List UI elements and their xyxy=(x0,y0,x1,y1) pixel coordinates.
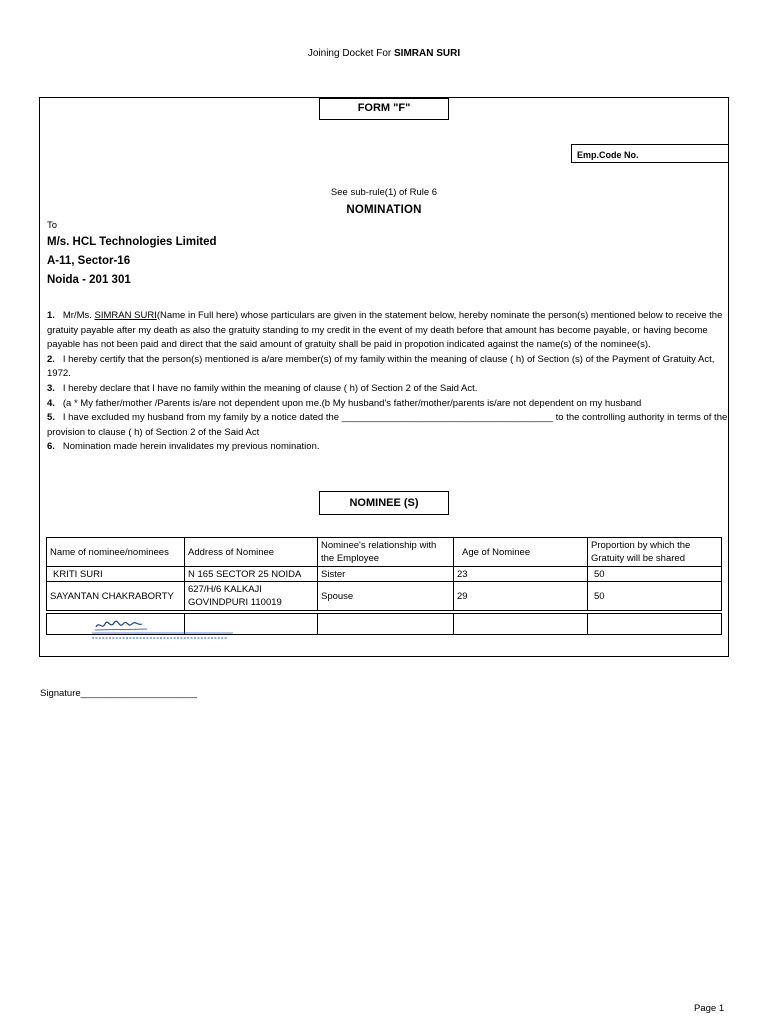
nominee-address: N 165 SECTOR 25 NOIDA xyxy=(185,567,318,582)
empty-cell[interactable] xyxy=(318,614,454,635)
empty-cell[interactable] xyxy=(588,614,722,635)
clause-6 xyxy=(47,440,730,455)
clause-1 xyxy=(47,309,730,353)
table-row xyxy=(47,567,722,582)
nominee-relationship: Spouse xyxy=(318,582,454,611)
header-proportion: Proportion by which the Gratuity will be shared xyxy=(588,538,722,567)
address-line-street: A-11, Sector-16 xyxy=(47,255,131,267)
form-title: FORM "F" xyxy=(319,98,449,120)
employee-name: SIMRAN SURI xyxy=(394,48,461,59)
clause-number: 4. xyxy=(47,397,55,409)
table-row xyxy=(47,582,722,611)
clause-text: I have excluded my husband from my family by a notice dated the ________________________________________ to the controlling authority in terms of the provision to clause ( h) of Section 2 of the Said Act xyxy=(47,412,728,438)
address-line-company: M/s. HCL Technologies Limited xyxy=(47,236,217,248)
docket-title xyxy=(0,48,768,59)
clause-text: I hereby certify that the person(s) mentioned is a/are member(s) of my family within the meaning of clause ( h) of Section (s) of the Payment of Gratuity Act, 1972. xyxy=(47,353,715,380)
clause-number: 5. xyxy=(47,412,55,424)
clause-text: (a * My father/mother /Parents is/are not dependent upon me.(b My husband's father/mother/parents is/are not dependent on my husband xyxy=(62,397,642,409)
docket-prefix: Joining Docket For xyxy=(307,48,395,59)
clause-2 xyxy=(47,353,730,382)
clause-text: Mr/Ms. xyxy=(62,310,95,321)
nominee-proportion: 50 xyxy=(588,582,722,611)
table-header-row xyxy=(47,538,722,567)
clause-5 xyxy=(47,411,730,440)
empty-cell[interactable] xyxy=(454,614,588,635)
digital-signature-mark xyxy=(90,617,235,641)
header-address: Address of Nominee xyxy=(185,538,318,567)
clause-text: I hereby declare that I have no family within the meaning of clause ( h) of Section 2 of the Said Act. xyxy=(62,382,478,394)
nominee-name: SAYANTAN CHAKRABORTY xyxy=(47,582,185,611)
sub-rule-text: See sub-rule(1) of Rule 6 xyxy=(330,187,438,198)
nominee-relationship: Sister xyxy=(318,567,454,582)
declaration-clauses xyxy=(47,309,730,455)
clause-number: 1. xyxy=(47,310,55,321)
nominee-name: KRITI SURI xyxy=(47,567,185,582)
header-relationship: Nominee's relationship with the Employee xyxy=(318,538,454,567)
to-label: To xyxy=(47,220,58,231)
clause-number: 3. xyxy=(47,382,55,394)
signature-line[interactable]: Signature______________________ xyxy=(40,688,197,699)
nominator-name: SIMRAN SURI xyxy=(94,310,157,321)
clause-number: 6. xyxy=(47,441,55,453)
page-number: Page 1 xyxy=(694,1003,725,1014)
header-name: Name of nominee/nominees xyxy=(47,538,185,567)
nominee-section-title: NOMINEE (S) xyxy=(319,491,449,515)
address-line-city: Noida - 201 301 xyxy=(47,274,131,286)
clause-text: Nomination made herein invalidates my previous nomination. xyxy=(62,441,320,453)
clause-number: 2. xyxy=(47,353,55,365)
header-age: Age of Nominee xyxy=(454,538,588,567)
nomination-heading: NOMINATION xyxy=(346,204,422,216)
nominee-age: 29 xyxy=(454,582,588,611)
clause-text: (Name in Full here) whose particulars are given in the statement below, hereby nominate the person(s) mentioned below to receive the gratuity payable after my death as also the gratuity standing to my credit in the event of my death before that amount has become payable, or having become payable has not been paid and direct that the said amount of gratuity shall be paid in propotion indicated against the name(s) of the nominee(s). xyxy=(47,310,723,351)
clause-4 xyxy=(47,397,730,412)
clause-3 xyxy=(47,382,730,397)
nominee-address: 627/H/6 KALKAJI GOVINDPURI 110019 xyxy=(185,582,318,611)
emp-code-field[interactable]: Emp.Code No. xyxy=(571,144,729,163)
nominee-proportion: 50 xyxy=(588,567,722,582)
nominee-age: 23 xyxy=(454,567,588,582)
